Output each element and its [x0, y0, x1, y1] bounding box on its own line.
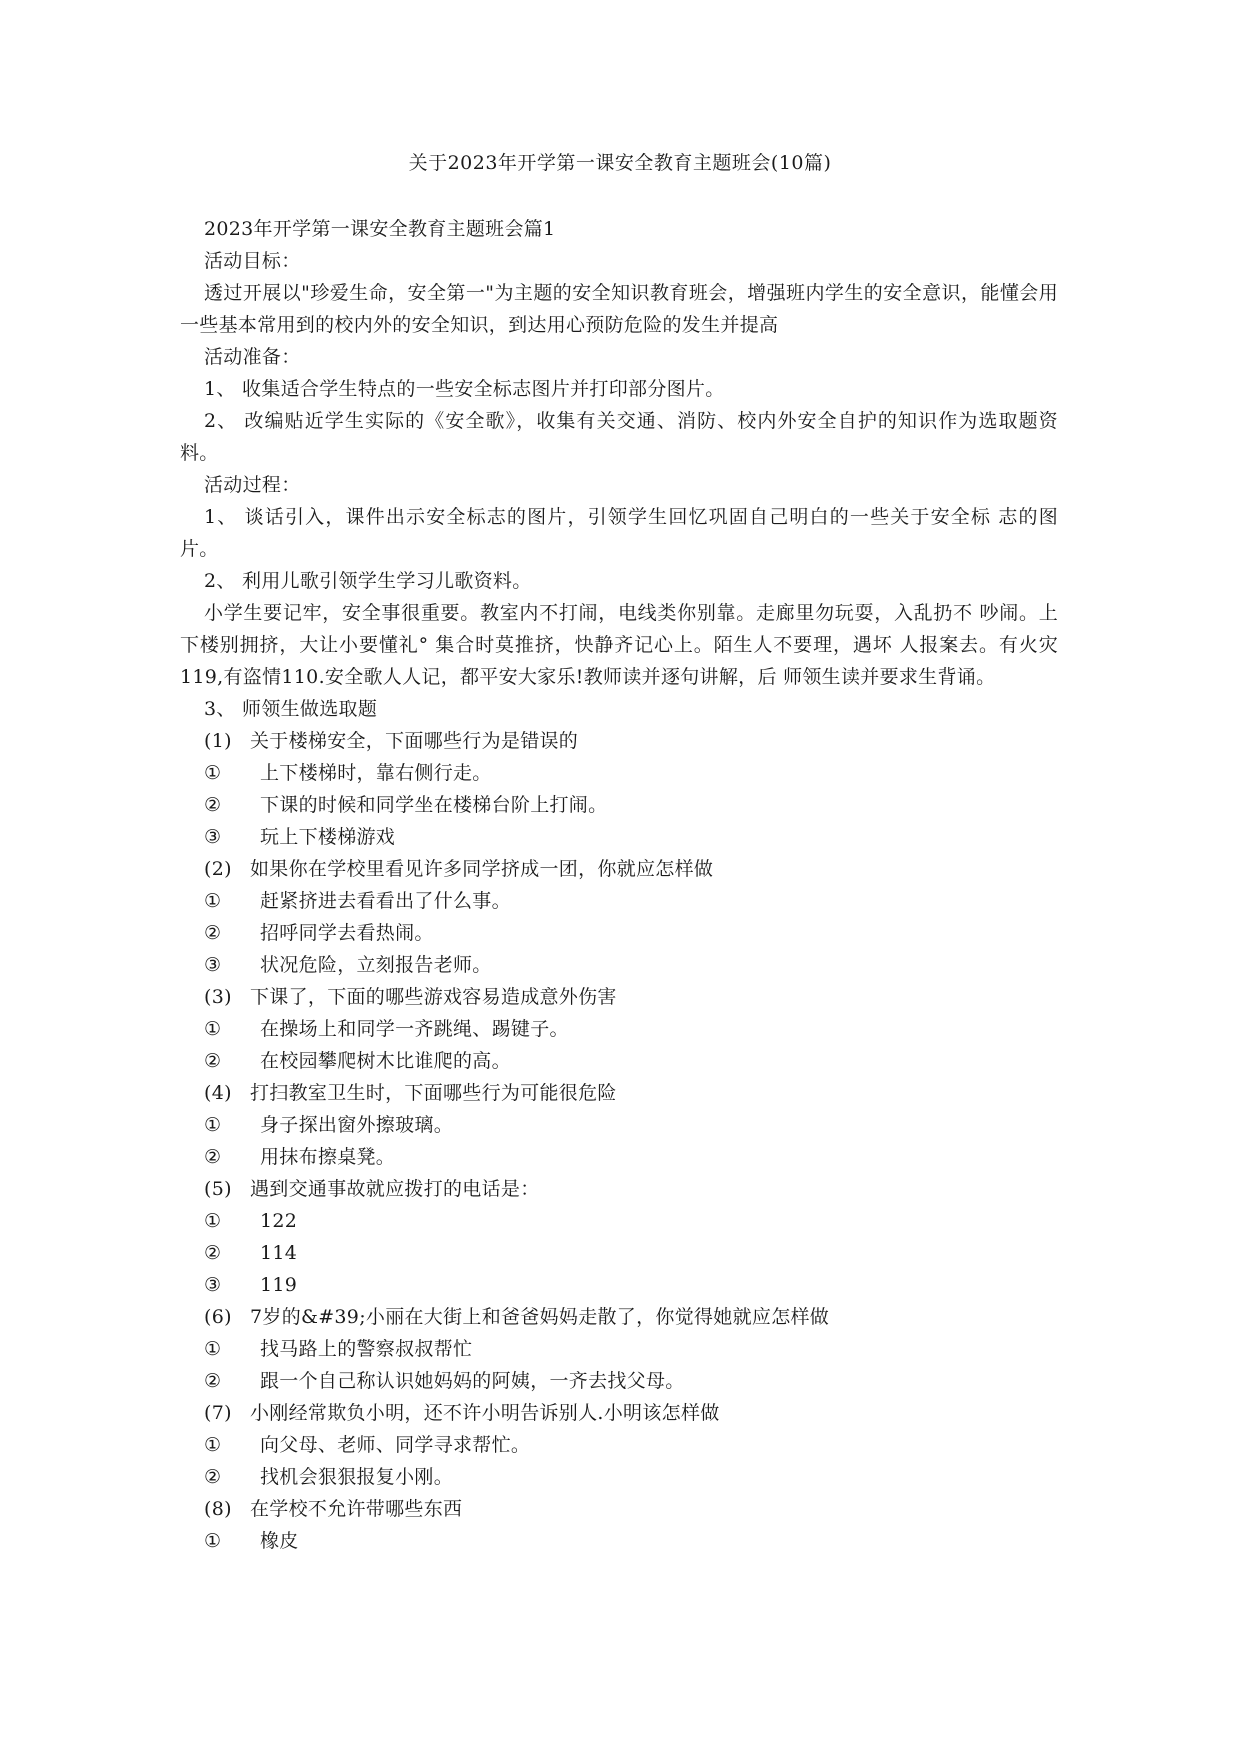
section-heading: 2023年开学第一课安全教育主题班会篇1: [204, 218, 556, 240]
document-title: 关于2023年开学第一课安全教育主题班会(10篇): [408, 152, 832, 174]
prep-item: 2、 改编贴近学生实际的《安全歌》，收集有关交通、消防、校内外安全自护的知识作为选取题资料。: [180, 410, 1058, 464]
option-marker: ②: [204, 1370, 222, 1392]
question-item: [180, 1397, 1058, 1429]
option-text: 跟一个自己称认识她妈妈的阿姨，一齐去找父母。: [260, 1370, 685, 1392]
option-marker: ①: [204, 1114, 222, 1136]
question-number: (3): [204, 986, 232, 1008]
question-item: [180, 981, 1058, 1013]
option-marker: ③: [204, 954, 222, 976]
option-marker: ①: [204, 762, 222, 784]
prep-label: 活动准备：: [204, 346, 301, 368]
question-number: (8): [204, 1498, 232, 1520]
process-item: 2、 利用儿歌引领学生学习儿歌资料。: [204, 570, 532, 592]
question-item: [180, 1301, 1058, 1333]
option-item: [180, 821, 1058, 853]
option-item: [180, 1045, 1058, 1077]
question-text: 打扫教室卫生时，下面哪些行为可能很危险: [250, 1082, 617, 1104]
option-marker: ②: [204, 1050, 222, 1072]
question-number: (4): [204, 1082, 232, 1104]
question-list: [180, 725, 1058, 1557]
option-item: [180, 1365, 1058, 1397]
question-number: (5): [204, 1178, 232, 1200]
option-text: 119: [260, 1274, 298, 1296]
option-item: [180, 1461, 1058, 1493]
process-label: 活动过程：: [204, 474, 301, 496]
option-text: 在操场上和同学一齐跳绳、踢键子。: [260, 1018, 569, 1040]
option-item: [180, 885, 1058, 917]
option-text: 状况危险，立刻报告老师。: [260, 954, 492, 976]
question-number: (7): [204, 1402, 232, 1424]
question-item: [180, 853, 1058, 885]
option-item: [180, 1269, 1058, 1301]
option-text: 身子探出窗外擦玻璃。: [260, 1114, 454, 1136]
option-marker: ①: [204, 1434, 222, 1456]
option-item: [180, 1429, 1058, 1461]
option-item: [180, 1205, 1058, 1237]
question-text: 如果你在学校里看见许多同学挤成一团，你就应怎样做: [250, 858, 714, 880]
option-marker: ③: [204, 826, 222, 848]
option-text: 橡皮: [260, 1530, 299, 1552]
option-marker: ③: [204, 1274, 222, 1296]
song-paragraph: 小学生要记牢，安全事很重要。教室内不打闹，电线类你别靠。走廊里勿玩耍，入乱扔不 吵闹。上下楼别拥挤，大让小要懂礼° 集合时莫推挤，快静齐记心上。陌生人不要理，遇坏 人报案去。有火灾119,有盗情110.安全歌人人记，都平安大家乐!教师读并逐句讲解，后 师领生读并要求生背诵。: [180, 602, 1058, 688]
option-text: 玩上下楼梯游戏: [260, 826, 396, 848]
question-item: [180, 725, 1058, 757]
step3-heading: 3、 师领生做选取题: [204, 698, 378, 720]
option-text: 向父母、老师、同学寻求帮忙。: [260, 1434, 531, 1456]
option-item: [180, 757, 1058, 789]
question-text: 遇到交通事故就应拨打的电话是：: [250, 1178, 540, 1200]
option-marker: ①: [204, 1210, 222, 1232]
question-text: 关于楼梯安全，下面哪些行为是错误的: [250, 730, 579, 752]
option-marker: ①: [204, 1338, 222, 1360]
option-item: [180, 917, 1058, 949]
question-number: (1): [204, 730, 232, 752]
option-text: 招呼同学去看热闹。: [260, 922, 434, 944]
option-marker: ①: [204, 1530, 222, 1552]
option-marker: ②: [204, 1242, 222, 1264]
question-text: 7岁的&#39;小丽在大街上和爸爸妈妈走散了，你觉得她就应怎样做: [250, 1306, 830, 1328]
goal-paragraph: 透过开展以"珍爱生命，安全第一"为主题的安全知识教育班会，增强班内学生的安全意识，能懂会用一些基本常用到的校内外的安全知识，到达用心预防危险的发生并提高: [180, 282, 1058, 336]
option-text: 下课的时候和同学坐在楼梯台阶上打闹。: [260, 794, 608, 816]
process-item: 1、 谈话引入，课件出示安全标志的图片，引领学生回忆巩固自己明白的一些关于安全标 志的图片。: [180, 506, 1058, 560]
option-item: [180, 1237, 1058, 1269]
question-text: 下课了，下面的哪些游戏容易造成意外伤害: [250, 986, 617, 1008]
option-text: 上下楼梯时，靠右侧行走。: [260, 762, 492, 784]
question-item: [180, 1077, 1058, 1109]
option-text: 赶紧挤进去看看出了什么事。: [260, 890, 511, 912]
option-marker: ②: [204, 794, 222, 816]
option-text: 在校园攀爬树木比谁爬的高。: [260, 1050, 511, 1072]
option-text: 用抹布擦桌凳。: [260, 1146, 396, 1168]
option-item: [180, 1141, 1058, 1173]
option-marker: ①: [204, 1018, 222, 1040]
question-number: (2): [204, 858, 232, 880]
option-marker: ②: [204, 922, 222, 944]
option-item: [180, 1013, 1058, 1045]
option-item: [180, 1525, 1058, 1557]
question-text: 在学校不允许带哪些东西: [250, 1498, 463, 1520]
option-text: 找机会狠狠报复小刚。: [260, 1466, 454, 1488]
option-text: 114: [260, 1242, 298, 1264]
option-item: [180, 1333, 1058, 1365]
question-item: [180, 1173, 1058, 1205]
question-number: (6): [204, 1306, 232, 1328]
option-item: [180, 789, 1058, 821]
option-text: 122: [260, 1210, 298, 1232]
question-item: [180, 1493, 1058, 1525]
option-text: 找马路上的警察叔叔帮忙: [260, 1338, 473, 1360]
option-marker: ②: [204, 1466, 222, 1488]
option-marker: ②: [204, 1146, 222, 1168]
document-body: [180, 213, 1058, 1557]
question-text: 小刚经常欺负小明，还不许小明告诉别人.小明该怎样做: [250, 1402, 720, 1424]
option-item: [180, 1109, 1058, 1141]
option-marker: ①: [204, 890, 222, 912]
goal-label: 活动目标：: [204, 250, 301, 272]
option-item: [180, 949, 1058, 981]
prep-item: 1、 收集适合学生特点的一些安全标志图片并打印部分图片。: [204, 378, 725, 400]
